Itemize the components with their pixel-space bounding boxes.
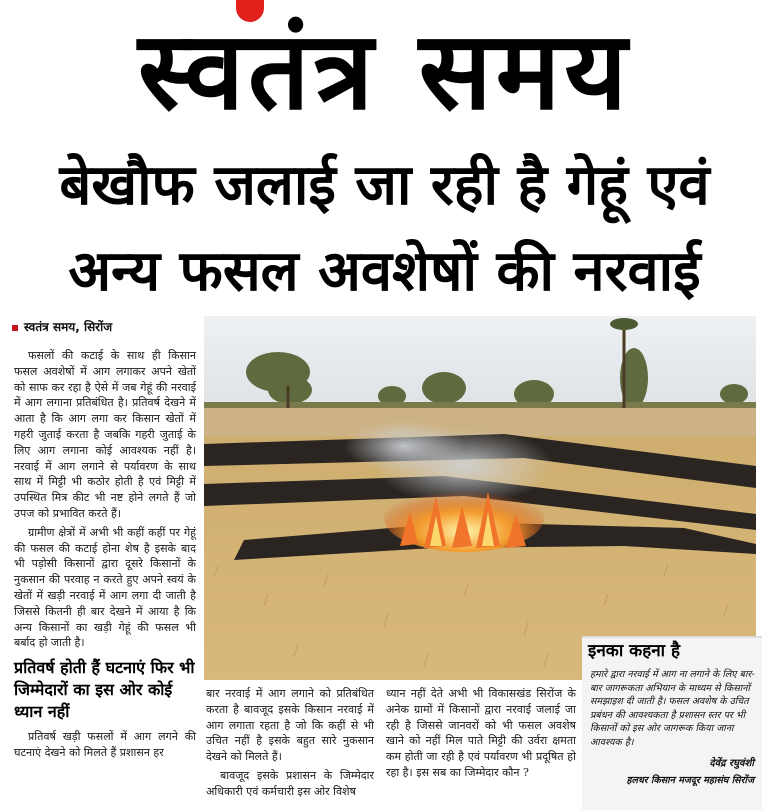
quote-heading: इनका कहना है	[588, 641, 681, 661]
quote-name: देवेंद्र रघुवंशी	[709, 758, 754, 769]
article-paragraph: फसलों की कटाई के साथ ही किसान फसल अवशेषों में आग लगाकर अपने खेतों को साफ कर रहा है ऐसे में जब गेहूं की नरवाई में आग लगाना प्रतिबंधित है। प्रतिवर्ष देखने में आता है कि आग लगा कर किसान खेतों में गहरी जुताई करता है जबकि गहरी जुताई के लिए आग लगाना कोई आवश्यक नहीं है। नरवाई में आग लगाने से पर्यावरण के साथ साथ में मिट्टी भी कठोर होती है एवं मिट्टी में उपस्थित मित्र कीट भी नष्ट होने लगते हैं जो उपज को प्रभावित करते हैं।	[14, 349, 196, 520]
quote-role: हलधर किसान मजदूर महासंघ सिरोंज	[626, 775, 754, 786]
article-column-3	[386, 686, 576, 784]
article-paragraph: ग्रामीण क्षेत्रों में अभी भी कहीं कहीं पर गेहूं की फसल की कटाई होना शेष है इसके बाद भी पड़ोसी किसानों द्वारा दूसरे किसानों के नुकसान की परवाह न करते हुए अपने स्वयं के खेतों में खड़ी नरवाई में आग लगा दी जाती है जिससे कितनी ही बार देखने में आया है कि अन्य किसानों का खड़ी गेहूं की फसल भी बर्बाद हो जाती है।	[14, 525, 196, 650]
byline-marker-icon	[12, 325, 18, 331]
byline	[12, 318, 112, 335]
burning-field-photo	[204, 316, 756, 680]
article-column-2	[206, 686, 374, 803]
article-paragraph: बार नरवाई में आग लगाने को प्रतिबंधित करता है बावजूद इसके किसान नरवाई में आग लगाता रहता है जो कि कहीं से भी उचित नहीं है इसके बहुत सारे नुकसान देखने को मिलते हैं।	[206, 687, 374, 764]
byline-text: स्वतंत्र समय, सिरोंज	[24, 320, 113, 334]
article-paragraph: ध्यान नहीं देते अभी भी विकासखंड सिरोंज के अनेक ग्रामों में किसानों द्वारा नरवाई जलाई जा रही है जिससे जानवरों को भी फसल अवशेष खाने को नहीं मिल पाते मिट्टी की उर्वरा क्षमता कम होती जा रही है एवं पर्यावरण भी प्रदूषित हो रहा है। इस सब का जिम्मेदार कौन ?	[386, 687, 576, 779]
headline-line-2: अन्य फसल अवशेषों की नरवाई	[68, 239, 701, 304]
field-fire-image	[204, 316, 756, 680]
headline-line-1: बेखौफ जलाई जा रही है गेहूं एवं	[59, 153, 710, 218]
quote-box	[582, 636, 762, 810]
article-column-1	[14, 348, 196, 764]
masthead	[0, 0, 769, 140]
quote-text: हमारे द्वारा नरवाई में आग ना लगाने के लिए बार-बार जागरूकता अभियान के माध्यम से किसानों समझाइश दी जाती है। फसल अवशेष के उचित प्रबंधन की आवश्यकता है प्रशासन स्तर पर भी किसानों को इस ओर जागरूक किया जाना आवश्यक है।	[590, 669, 755, 748]
article-subheading: प्रतिवर्ष होती हैं घटनाएं फिर भी जिम्मेदारों का इस ओर कोई ध्यान नहीं	[14, 658, 195, 722]
newspaper-title: स्वतंत्र समय	[137, 9, 632, 134]
article-paragraph: बावजूद इसके प्रशासन के जिम्मेदार अधिकारी एवं कर्मचारी इस ओर विशेष	[206, 768, 374, 798]
article-paragraph: प्रतिवर्ष खड़ी फसलों में आग लगने की घटनाएं देखने को मिलते हैं प्रशासन हर	[14, 730, 196, 759]
